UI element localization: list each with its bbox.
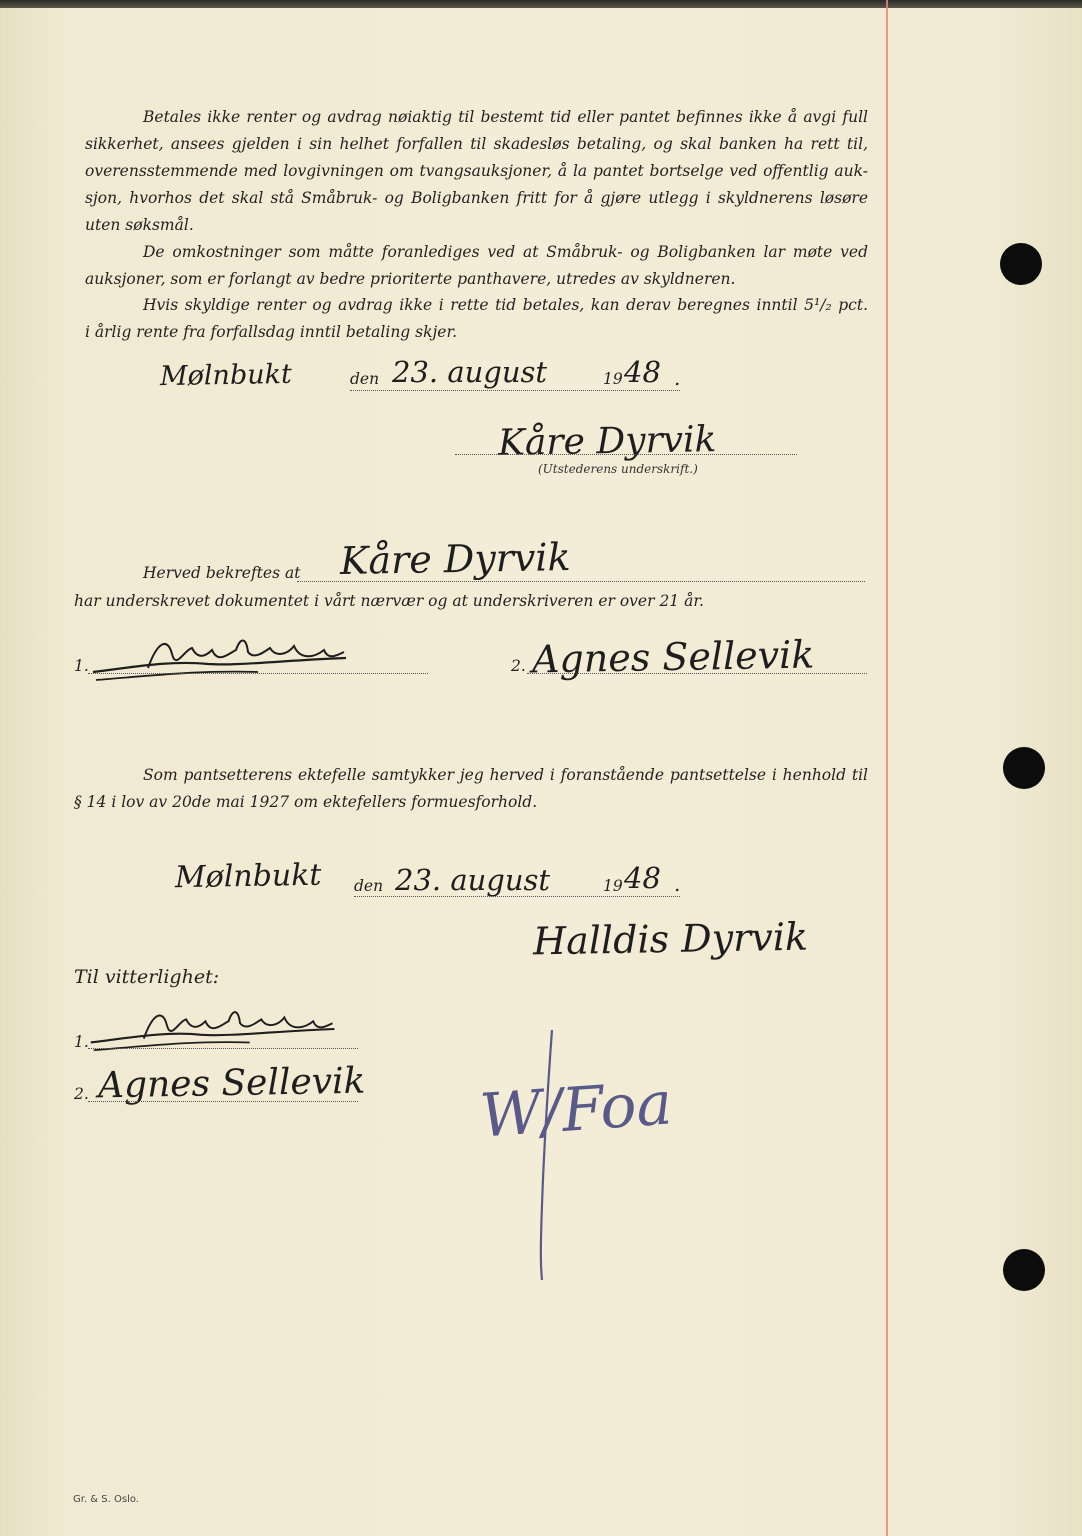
punch-hole-bottom xyxy=(1003,1249,1045,1291)
paragraph-1-line-1: Betales ikke renter og avdrag nøiaktig til bestemt tid eller pantet befinnes ikke å avgi full xyxy=(143,108,868,126)
witness-2-signature: Agnes Sellevik xyxy=(531,632,815,682)
issuer-signature: Kåre Dyrvik xyxy=(497,419,717,464)
confirm-dotted-line xyxy=(297,581,865,582)
witness-2-number: 2. xyxy=(511,657,526,675)
date-1-day-month: 23. august xyxy=(392,355,548,389)
printer-footer: Gr. & S. Oslo. xyxy=(73,1494,139,1505)
punch-hole-top xyxy=(1000,243,1042,285)
date-2-year-prefix: 19 xyxy=(603,877,623,895)
vitterlighet-2-dotted-line xyxy=(88,1101,358,1102)
paragraph-1-line-5: uten søksmål. xyxy=(85,216,194,234)
vitterlighet-1-number: 1. xyxy=(74,1033,89,1051)
confirm-label: Herved bekreftes at xyxy=(143,564,301,582)
date-2-year-hand: 48 xyxy=(624,861,661,895)
witness-1-signature xyxy=(88,630,358,690)
date-1-dotted-line xyxy=(350,390,680,391)
issuer-signature-line xyxy=(455,454,797,455)
paragraph-2-line-2: auksjoner, som er forlangt av bedre prioriterte panthavere, utredes av skyldneren. xyxy=(85,270,736,288)
spouse-text-line-1: Som pantsetterens ektefelle samtykker jeg herved i foranstående pantsettelse i henhold til xyxy=(143,766,868,784)
witness-1-dotted-line xyxy=(88,673,428,674)
date-2-end: . xyxy=(674,872,681,896)
vitterlighet-label: Til vitterlighet: xyxy=(74,966,220,988)
vitterlighet-1-dotted-line xyxy=(88,1048,358,1049)
witness-1-number: 1. xyxy=(74,657,89,675)
date-2-den: den xyxy=(354,877,384,895)
paragraph-3-line-1: Hvis skyldige renter og avdrag ikke i rette tid betales, kan derav beregnes inntil 5¹/₂ pct. xyxy=(143,296,868,314)
page-top-edge xyxy=(0,0,1082,8)
paragraph-2-line-1: De omkostninger som måtte foranlediges ved at Småbruk- og Boligbanken lar møte ved xyxy=(143,243,868,261)
date-2-place: Mølnbukt xyxy=(174,857,322,896)
paragraph-1-line-4: sjon, hvorhos det skal stå Småbruk- og Boligbanken fritt for å gjøre utlegg i skyldnerens løsøre xyxy=(85,189,868,207)
pencil-stroke xyxy=(530,1025,560,1285)
punch-hole-middle xyxy=(1003,747,1045,789)
vitterlighet-2-signature: Agnes Sellevik xyxy=(97,1060,366,1107)
margin-rule xyxy=(886,0,888,1536)
vitterlighet-1-signature xyxy=(86,1000,346,1058)
pencil-mark: W/Foa xyxy=(477,1068,675,1152)
vitterlighet-2-number: 2. xyxy=(74,1085,89,1103)
spouse-signature: Halldis Dyrvik xyxy=(532,914,809,964)
date-1-den: den xyxy=(350,370,380,388)
date-1-year-hand: 48 xyxy=(624,355,661,389)
confirm-text: har underskrevet dokumentet i vårt nærvær og at underskriveren er over 21 år. xyxy=(74,592,704,610)
confirm-name-handwritten: Kåre Dyrvik xyxy=(339,534,571,584)
date-1-place: Mølnbukt xyxy=(159,358,293,393)
issuer-caption: (Utstederens underskrift.) xyxy=(538,462,698,476)
paragraph-1-line-3: overensstemmende med lovgivningen om tvangsauksjoner, å la pantet bortselge ved offentlig auk- xyxy=(85,162,868,180)
date-1-end: . xyxy=(674,366,681,390)
date-2-day-month: 23. august xyxy=(395,863,551,897)
paragraph-3-line-2: i årlig rente fra forfallsdag inntil betaling skjer. xyxy=(85,323,458,341)
spouse-text-line-2: § 14 i lov av 20de mai 1927 om ektefellers formuesforhold. xyxy=(74,793,538,811)
date-1-year-prefix: 19 xyxy=(603,370,623,388)
paragraph-1-line-2: sikkerhet, ansees gjelden i sin helhet forfallen til skadesløs betaling, og skal banken ha rett til, xyxy=(85,135,868,153)
witness-2-dotted-line xyxy=(527,673,867,674)
date-2-dotted-line xyxy=(354,896,680,897)
